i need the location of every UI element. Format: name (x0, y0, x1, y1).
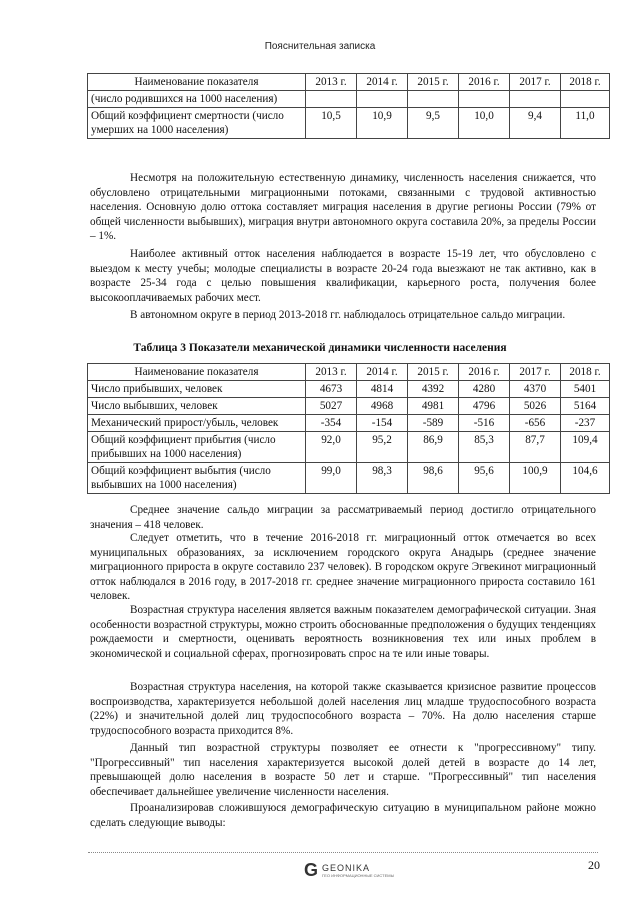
row-label: Число прибывших, человек (88, 381, 306, 398)
table-cell: 109,4 (561, 432, 610, 463)
paragraph-conclusions: Проанализировав сложившуюся демографическую ситуацию в муниципальном районе можно сделать следующие выводы: (90, 802, 596, 829)
table-cell: -154 (357, 415, 408, 432)
table-cell: 5027 (306, 398, 357, 415)
paragraph-average-balance: Среднее значение сальдо миграции за рассматриваемый период достигло отрицательного значения – 418 человек. (90, 504, 596, 531)
table-cell: 5026 (510, 398, 561, 415)
table-caption: Таблица 3 Показатели механической динамики численности населения (133, 342, 507, 354)
table-header-cell: 2014 г. (357, 364, 408, 381)
table-row (88, 381, 610, 398)
table-cell: 4814 (357, 381, 408, 398)
table-cell: 10,5 (306, 108, 357, 139)
table-cell: 11,0 (561, 108, 610, 139)
row-label: Общий коэффициент прибытия (число прибывших на 1000 населения) (88, 432, 306, 463)
paragraph-progressive: Данный тип возрастной структуры позволяет ее отнести к "прогрессивному" типу. "Прогрессивный" тип населения характеризуется высокой долей детей в возрасте до 14 лет, превышающей долю населения в возрасте 50 лет и старше. "Прогрессивный" тип населения обеспечивает дальнейшее увеличение численности населения. (90, 742, 596, 798)
table-header-cell: 2017 г. (510, 74, 561, 91)
table-cell: 104,6 (561, 463, 610, 494)
paragraph-age-structure: Возрастная структура населения является важным показателем демографической ситуации. Зная особенности возрастной структуры, можно строить обоснованные предположения о будущих тенденциях рождаемости и смертности, оценивать вероятность возникновения тех или иных проблем в экономической и социальной сферах, прогнозировать спрос на те или иные товары. (90, 604, 596, 660)
table-cell: 10,0 (459, 108, 510, 139)
table-cell: 95,2 (357, 432, 408, 463)
table-cell (357, 91, 408, 108)
table-header-cell: Наименование показателя (88, 74, 306, 91)
table-cell: -589 (408, 415, 459, 432)
table-cell: 87,7 (510, 432, 561, 463)
footer-logo (304, 860, 394, 881)
table-cell: 100,9 (510, 463, 561, 494)
table-cell: 85,3 (459, 432, 510, 463)
table-cell: 4968 (357, 398, 408, 415)
table-cell: 95,6 (459, 463, 510, 494)
row-label: Число выбывших, человек (88, 398, 306, 415)
table-header-cell: 2018 г. (561, 364, 610, 381)
table-cell: 4796 (459, 398, 510, 415)
logo-tagline: ГЕО ИНФОРМАЦИОННЫЕ СИСТЕМЫ (322, 873, 395, 878)
table-cell: 4981 (408, 398, 459, 415)
row-label: (число родившихся на 1000 населения) (88, 91, 306, 108)
logo-name: GEONIKA (322, 863, 371, 873)
table-cell: 4673 (306, 381, 357, 398)
row-label: Механический прирост/убыль, человек (88, 415, 306, 432)
page-number: 20 (588, 858, 600, 872)
table-header-cell: 2015 г. (408, 74, 459, 91)
table-header-cell: Наименование показателя (88, 364, 306, 381)
table-header-row (88, 364, 610, 381)
table-cell: 86,9 (408, 432, 459, 463)
table-cell: -237 (561, 415, 610, 432)
table-row (88, 463, 610, 494)
table-natural-movement (87, 73, 610, 139)
table-cell (306, 91, 357, 108)
table-cell (459, 91, 510, 108)
page-header: Пояснительная записка (264, 41, 376, 52)
table-cell (510, 91, 561, 108)
geonika-logo-icon: G (304, 860, 319, 880)
table-cell: 4280 (459, 381, 510, 398)
paragraph-municipal: Следует отметить, что в течение 2016-2018 гг. миграционный отток отмечается во всех муниципальных образованиях, за исключением городского округа Анадырь (среднее значение миграционного прироста в округе составило 237 человек). В городском округе Эгвекинот миграционный отток наблюдался в 2016 году, в 2017-2018 гг. среднее значение миграционного прироста составило 161 человек. (90, 532, 596, 603)
table-cell (561, 91, 610, 108)
table-cell: 9,5 (408, 108, 459, 139)
table-header-cell: 2015 г. (408, 364, 459, 381)
paragraph-outflow: Несмотря на положительную естественную динамику, численность населения снижается, что обусловлено отрицательными миграционными потоками, связанными с трудовой активностью населения. Основную долю оттока составляет миграция населения в другие регионы России (79% от общей численности выбывших), миграция внутри автономного округа составила 20%, за пределы России – 1%. (90, 172, 596, 243)
table-header-row (88, 74, 610, 91)
table-cell: 99,0 (306, 463, 357, 494)
table-header-cell: 2016 г. (459, 74, 510, 91)
table-cell: 4370 (510, 381, 561, 398)
table-row (88, 91, 610, 108)
row-label: Общий коэффициент смертности (число умерших на 1000 населения) (88, 108, 306, 139)
table-cell: 4392 (408, 381, 459, 398)
table-cell: 98,6 (408, 463, 459, 494)
table-mechanical-movement (87, 363, 610, 494)
table-cell: 9,4 (510, 108, 561, 139)
footer-divider (88, 852, 598, 853)
table-cell: 5164 (561, 398, 610, 415)
table-header-cell: 2013 г. (306, 364, 357, 381)
row-label: Общий коэффициент выбытия (число выбывших на 1000 населения) (88, 463, 306, 494)
table-cell: -516 (459, 415, 510, 432)
table-header-cell: 2014 г. (357, 74, 408, 91)
table-cell: 5401 (561, 381, 610, 398)
table-row (88, 398, 610, 415)
table-row (88, 108, 610, 139)
table-cell: 98,3 (357, 463, 408, 494)
table-cell: 10,9 (357, 108, 408, 139)
table-cell: -656 (510, 415, 561, 432)
paragraph-negative-balance: В автономном округе в период 2013-2018 гг. наблюдалось отрицательное сальдо миграции. (130, 309, 566, 321)
table-row (88, 432, 610, 463)
table-header-cell: 2018 г. (561, 74, 610, 91)
table-cell: 92,0 (306, 432, 357, 463)
table-cell (408, 91, 459, 108)
paragraph-age-shares: Возрастная структура населения, на которой также сказывается кризисное развитие процессов воспроизводства, характеризуется небольшой долей населения лиц младше трудоспособного возраста (22%) и значительной долей лиц трудоспособного возраста – 70%. На долю населения старше трудоспособного возраста приходится 8%. (90, 681, 596, 737)
table-header-cell: 2013 г. (306, 74, 357, 91)
table-header-cell: 2017 г. (510, 364, 561, 381)
paragraph-age-outflow: Наиболее активный отток населения наблюдается в возрасте 15-19 лет, что обусловлено с выездом к месту учебы; молодые специалисты в возрасте 20-24 года выезжают не так активно, как в возрасте 25-34 года с целью повышения квалификации, карьерного роста, получения более высокооплачиваемых рабочих мест. (90, 248, 596, 304)
table-header-cell: 2016 г. (459, 364, 510, 381)
table-cell: -354 (306, 415, 357, 432)
table-row (88, 415, 610, 432)
